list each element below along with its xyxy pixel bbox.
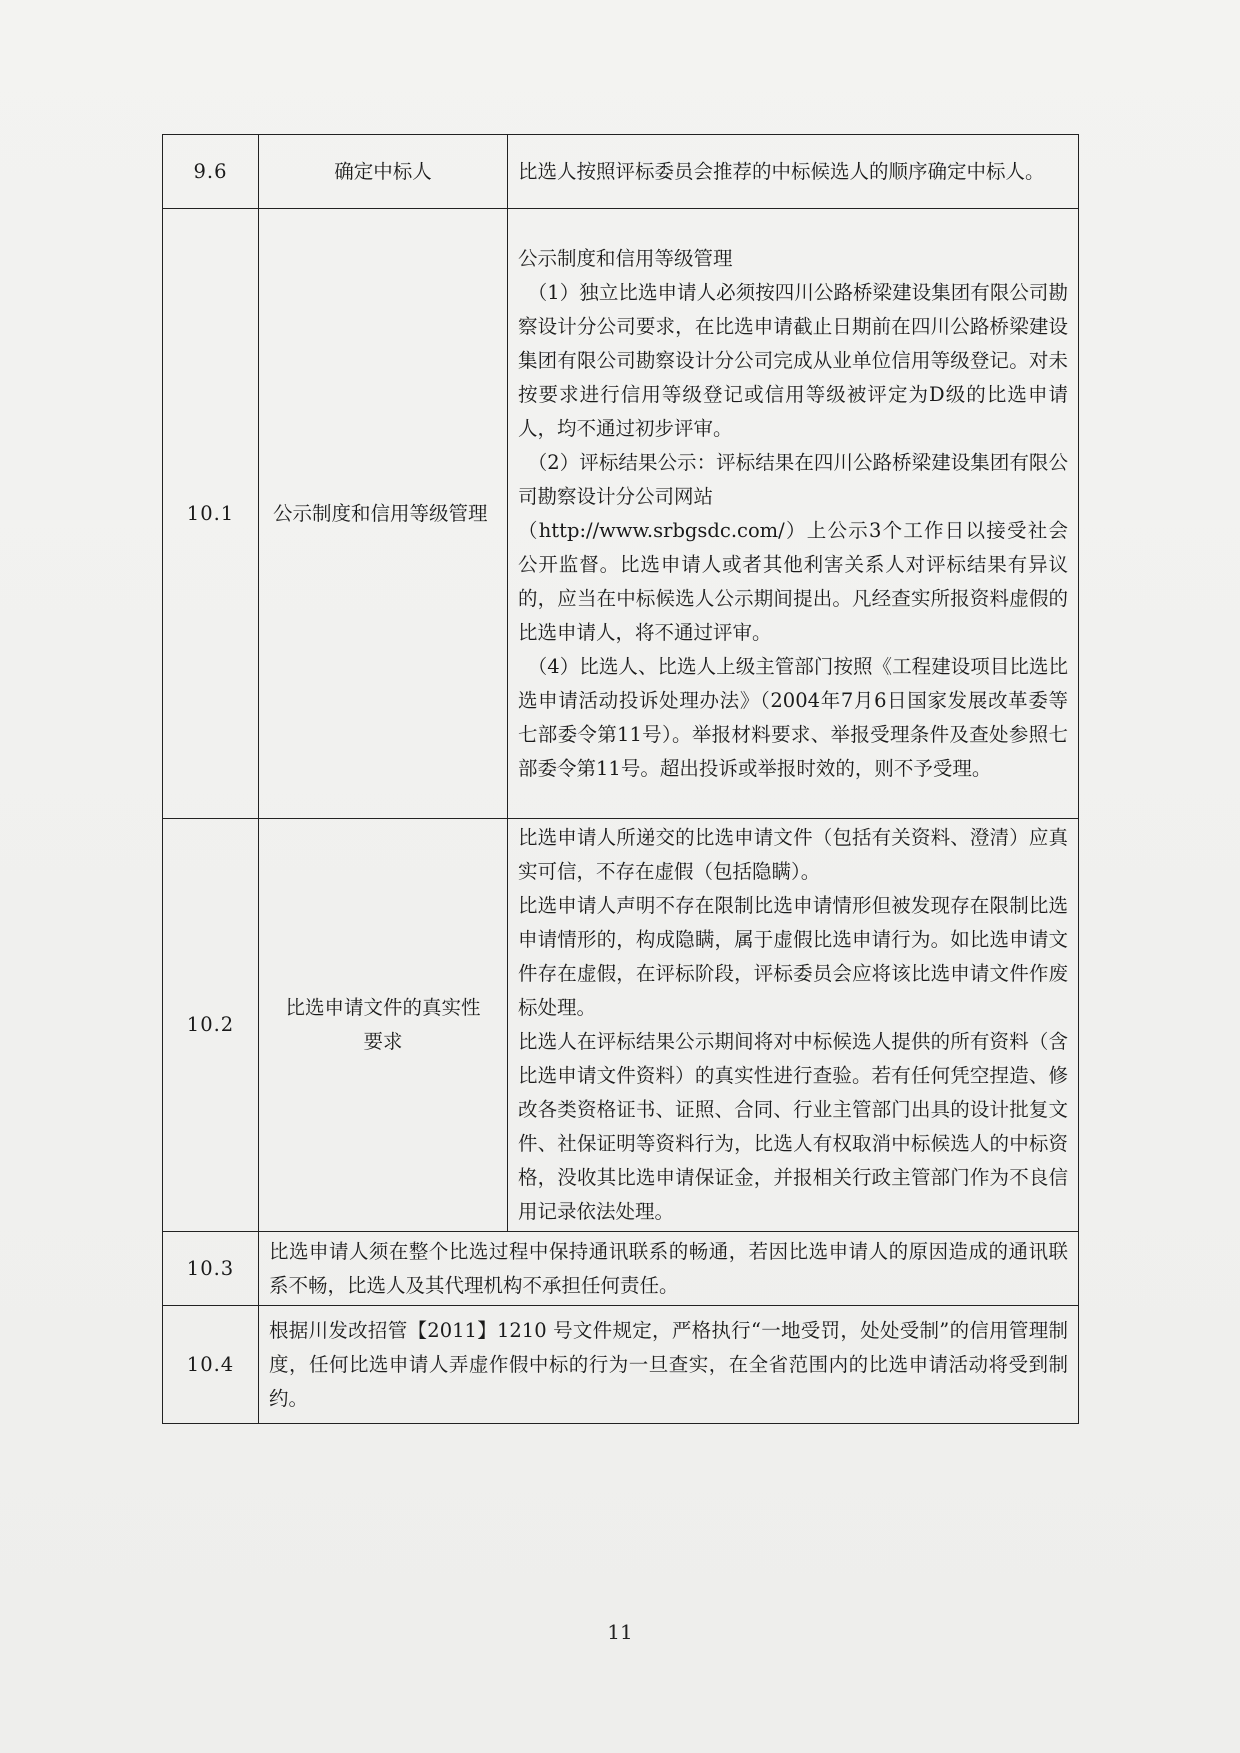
row-number: 10.2	[163, 819, 259, 1232]
row-number: 10.4	[163, 1306, 259, 1424]
row-content: 根据川发改招管【2011】1210 号文件规定，严格执行“一地受罚，处处受制”的信用管理制度，任何比选申请人弄虚作假中标的行为一旦查实，在全省范围内的比选申请活动将受到制约。	[259, 1306, 1079, 1424]
row-number: 10.3	[163, 1232, 259, 1306]
table-row-10-1	[163, 209, 1079, 819]
content-paragraph: （2）评标结果公示：评标结果在四川公路桥梁建设集团有限公司勘察设计分公司网站	[518, 450, 1068, 508]
content-paragraph: 比选申请人所递交的比选申请文件（包括有关资料、澄清）应真实可信，不存在虚假（包括隐瞒）。	[518, 826, 1068, 883]
row-content: 比选申请人须在整个比选过程中保持通讯联系的畅通，若因比选申请人的原因造成的通讯联系不畅，比选人及其代理机构不承担任何责任。	[259, 1232, 1079, 1306]
content-paragraph: 比选人在评标结果公示期间将对中标候选人提供的所有资料（含比选申请文件资料）的真实性进行查验。若有任何凭空捏造、修改各类资格证书、证照、合同、行业主管部门出具的设计批复文件、社保证明等资料行为，比选人有权取消中标候选人的中标资格，没收其比选申请保证金，并报相关行政主管部门作为不良信用记录依法处理。	[518, 1030, 1068, 1223]
content-paragraph: （http://www.srbgsdc.com/）上公示3个工作日以接受社会公开监督。比选申请人或者其他利害关系人对评标结果有异议的，应当在中标候选人公示期间提出。凡经查实所报资料虚假的比选申请人，将不通过评审。	[518, 518, 1068, 644]
table-row-10-2	[163, 819, 1079, 1232]
row-number: 9.6	[163, 135, 259, 209]
row-label: 公示制度和信用等级管理	[259, 209, 508, 819]
content-paragraph: （4）比选人、比选人上级主管部门按照《工程建设项目比选比选申请活动投诉处理办法》（2004年7月6日国家发展改革委等七部委令第11号）。举报材料要求、举报受理条件及查处参照七部委令第11号。超出投诉或举报时效的，则不予受理。	[518, 654, 1068, 780]
row-content	[508, 209, 1079, 819]
row-content: 比选人按照评标委员会推荐的中标候选人的顺序确定中标人。	[508, 135, 1079, 209]
table-row-10-4	[163, 1306, 1079, 1424]
table-row-10-3	[163, 1232, 1079, 1306]
row-label: 确定中标人	[259, 135, 508, 209]
content-heading: 公示制度和信用等级管理	[518, 246, 733, 270]
row-content	[508, 819, 1079, 1232]
table-row-9-6	[163, 135, 1079, 209]
content-paragraph: 比选申请人声明不存在限制比选申请情形但被发现存在限制比选申请情形的，构成隐瞒，属于虚假比选申请行为。如比选申请文件存在虚假，在评标阶段，评标委员会应将该比选申请文件作废标处理。	[518, 894, 1068, 1019]
content-paragraph: （1）独立比选申请人必须按四川公路桥梁建设集团有限公司勘察设计分公司要求，在比选申请截止日期前在四川公路桥梁建设集团有限公司勘察设计分公司完成从业单位信用等级登记。对未按要求进行信用等级登记或信用等级被评定为D级的比选申请人，均不通过初步评审。	[518, 280, 1068, 440]
page-number: 11	[607, 1620, 633, 1644]
row-number: 10.1	[163, 209, 259, 819]
clause-table	[162, 134, 1079, 1424]
row-label: 比选申请文件的真实性要求	[259, 819, 508, 1232]
